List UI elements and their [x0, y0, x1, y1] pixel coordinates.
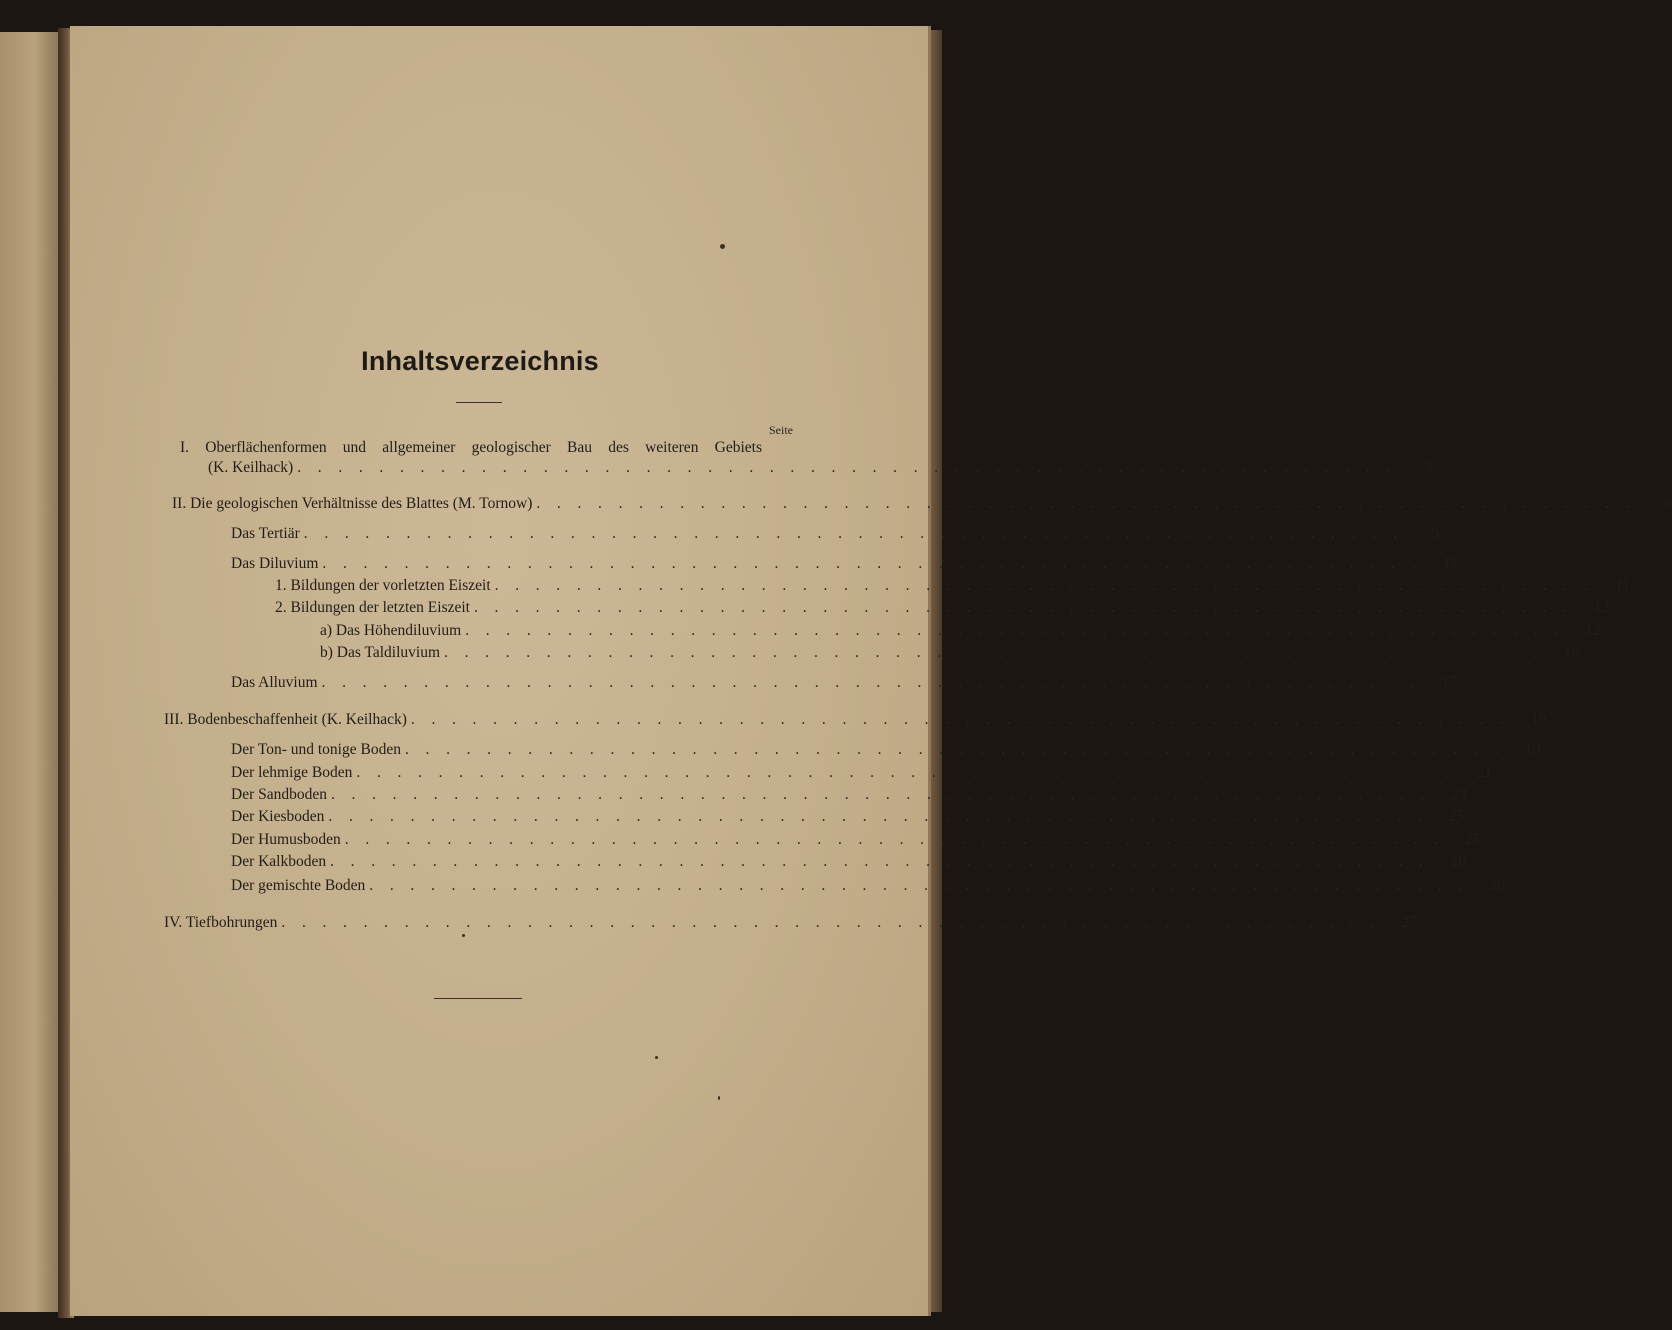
toc-page-number: 19	[1530, 711, 1547, 728]
toc-entry-9	[231, 673, 1457, 693]
toc-page-number: 11	[1615, 577, 1631, 594]
toc-page-number: 19	[1524, 741, 1541, 758]
paper-speck	[720, 244, 725, 249]
toc-page-number: 27	[1401, 914, 1417, 931]
dot-leader: . . . . . . . . . . . . . . . . . . . . . . . . . . . . . . . . . . . . . . . . . . . . . . . . . . . . . .	[303, 525, 1404, 542]
toc-entry-5	[275, 576, 1631, 596]
toc-page-number: 26	[1489, 877, 1505, 894]
dot-leader: . . . . . . . . . . . . . . . . . . . . . . . . . . . . . . . . . . . . . . . . . . . . . . . . . . . . . .	[281, 914, 1381, 931]
toc-page-number: 12	[1585, 622, 1601, 639]
toc-entry-label: Der Ton- und tonige Boden	[231, 741, 401, 758]
toc-page-number: 3	[1424, 459, 1433, 476]
dot-leader: . . . . . . . . . . . . . . . . . . . . . . . . . . . . . . . . . . . . . . . . . . . . . . . . . . . . . .	[369, 877, 1469, 894]
toc-page-number: 6	[1664, 495, 1672, 512]
toc-entry-6	[275, 598, 1610, 618]
toc-entry-13	[231, 785, 1467, 805]
toc-entry-15	[231, 830, 1481, 850]
paper-speck	[462, 934, 465, 937]
toc-entry-label: Das Diluvium	[231, 555, 319, 572]
dot-leader: . . . . . . . . . . . . . . . . . . . . . . . . . . . . . . . . . . . . . . . . . . . . . . . . . . . . . .	[473, 599, 1574, 616]
dot-leader: . . . . . . . . . . . . . . . . . . . . . . . . . . . . . . . . . . . . . . . . . . . . . . . . . . . . . .	[330, 853, 1430, 870]
title-rule	[456, 402, 502, 403]
toc-entry-11	[231, 740, 1541, 760]
dot-leader: . . . . . . . . . . . . . . . . . . . . . . . . . . . . . . . . . . . . . . . . . . . . . . . . . . . . . .	[404, 741, 1505, 758]
toc-entry-label: Das Alluvium	[231, 674, 318, 691]
toc-entry-label: 1. Bildungen der vorletzten Eiszeit	[275, 577, 491, 594]
toc-entry-label: (K. Keilhack)	[208, 459, 294, 476]
toc-page-number: 16	[1563, 644, 1580, 661]
dot-leader: . . . . . . . . . . . . . . . . . . . . . . . . . . . . . . . . . . . . . . . . . . . . . . . . . . . . . .	[410, 711, 1511, 728]
dot-leader: . . . . . . . . . . . . . . . . . . . . . . . . . . . . . . . . . . . . . . . . . . . . . . . . . . . . . .	[494, 577, 1595, 594]
toc-entry-2	[172, 494, 1672, 514]
toc-entry-label: Der Kiesboden	[231, 808, 325, 825]
toc-page-number: 25	[1464, 831, 1481, 848]
seite-column-label: Seite	[769, 423, 793, 437]
toc-page-number: 9	[1431, 525, 1440, 542]
toc-entry-18	[164, 913, 1417, 933]
dot-leader: . . . . . . . . . . . . . . . . . . . . . . . . . . . . . . . . . . . . . . . . . . . . . . . . . . . . . .	[322, 555, 1422, 572]
dot-leader: . . . . . . . . . . . . . . . . . . . . . . . . . . . . . . . . . . . . . . . . . . . . . . . . . . . . . .	[331, 786, 1431, 803]
toc-entry-label: Der Kalkboden	[231, 853, 327, 870]
closing-rule	[434, 998, 522, 999]
toc-entry-label: Der Humusboden	[231, 831, 341, 848]
toc-entry-10	[164, 710, 1547, 730]
toc-entry-1-line-2	[208, 458, 1433, 478]
toc-page-number: 17	[1441, 674, 1457, 691]
toc-page-number: 25	[1448, 808, 1464, 825]
dot-leader: . . . . . . . . . . . . . . . . . . . . . . . . . . . . . . . . . . . . . . . . . . . . . . . . . . . . . .	[356, 764, 1456, 781]
toc-page-number: 11	[1442, 555, 1458, 572]
toc-entry-label: 2. Bildungen der letzten Eiszeit	[275, 599, 470, 616]
toc-entry-14	[231, 807, 1464, 827]
toc-entry-label: a) Das Höhendiluvium	[320, 622, 462, 639]
toc-entry-3	[231, 524, 1440, 544]
toc-entry-16	[231, 852, 1466, 872]
toc-entry-label: III. Bodenbeschaffenheit (K. Keilhack)	[164, 711, 407, 728]
toc-entry-label: IV. Tiefbohrungen	[164, 914, 278, 931]
toc-entry-4	[231, 554, 1458, 574]
dot-leader: . . . . . . . . . . . . . . . . . . . . . . . . . . . . . . . . . . . . . . . . . . . . . . . . . . . . . .	[321, 674, 1421, 691]
toc-entry-label: I. Oberflächenformen und allgemeiner geologischer Bau des weiteren Gebiets	[180, 439, 762, 456]
toc-entry-7	[320, 621, 1601, 641]
page-title: Inhaltsverzeichnis	[361, 346, 599, 376]
dot-leader: . . . . . . . . . . . . . . . . . . . . . . . . . . . . . . . . . . . . . . . . . . . . . . . . . . . . . .	[328, 808, 1428, 825]
dot-leader: . . . . . . . . . . . . . . . . . . . . . . . . . . . . . . . . . . . . . . . . . . . . . . . . . . . . . .	[297, 459, 1397, 476]
toc-entry-label: Der Sandboden	[231, 786, 327, 803]
dot-leader: . . . . . . . . . . . . . . . . . . . . . . . . . . . . . . . . . . . . . . . . . . . . . . . . . . . . . .	[465, 622, 1565, 639]
paper-speck	[718, 1096, 720, 1100]
toc-page-number: 21	[1476, 764, 1492, 781]
left-page-edge	[0, 32, 58, 1312]
toc-entry-label: II. Die geologischen Verhältnisse des Blattes (M. Tornow)	[172, 495, 533, 512]
toc-page-number: 23	[1450, 786, 1467, 803]
toc-entry-label: Der gemischte Boden	[231, 877, 366, 894]
paper-speck	[655, 1056, 658, 1059]
toc-page-number: 12	[1593, 599, 1610, 616]
toc-page-number: 26	[1450, 853, 1466, 870]
toc-entry-label: b) Das Taldiluvium	[320, 644, 441, 661]
document-page	[70, 26, 931, 1316]
dot-leader: . . . . . . . . . . . . . . . . . . . . . . . . . . . . . . . . . . . . . . . . . . . . . . . . . . . . . .	[536, 495, 1636, 512]
toc-entry-17	[231, 876, 1505, 896]
toc-entry-1-line-1	[180, 438, 762, 458]
toc-entry-label: Das Tertiär	[231, 525, 300, 542]
dot-leader: . . . . . . . . . . . . . . . . . . . . . . . . . . . . . . . . . . . . . . . . . . . . . . . . . . . . . .	[444, 644, 1544, 661]
toc-entry-8	[320, 643, 1580, 663]
toc-entry-12	[231, 763, 1492, 783]
toc-entry-label: Der lehmige Boden	[231, 764, 353, 781]
dot-leader: . . . . . . . . . . . . . . . . . . . . . . . . . . . . . . . . . . . . . . . . . . . . . . . . . . . . . .	[344, 831, 1445, 848]
